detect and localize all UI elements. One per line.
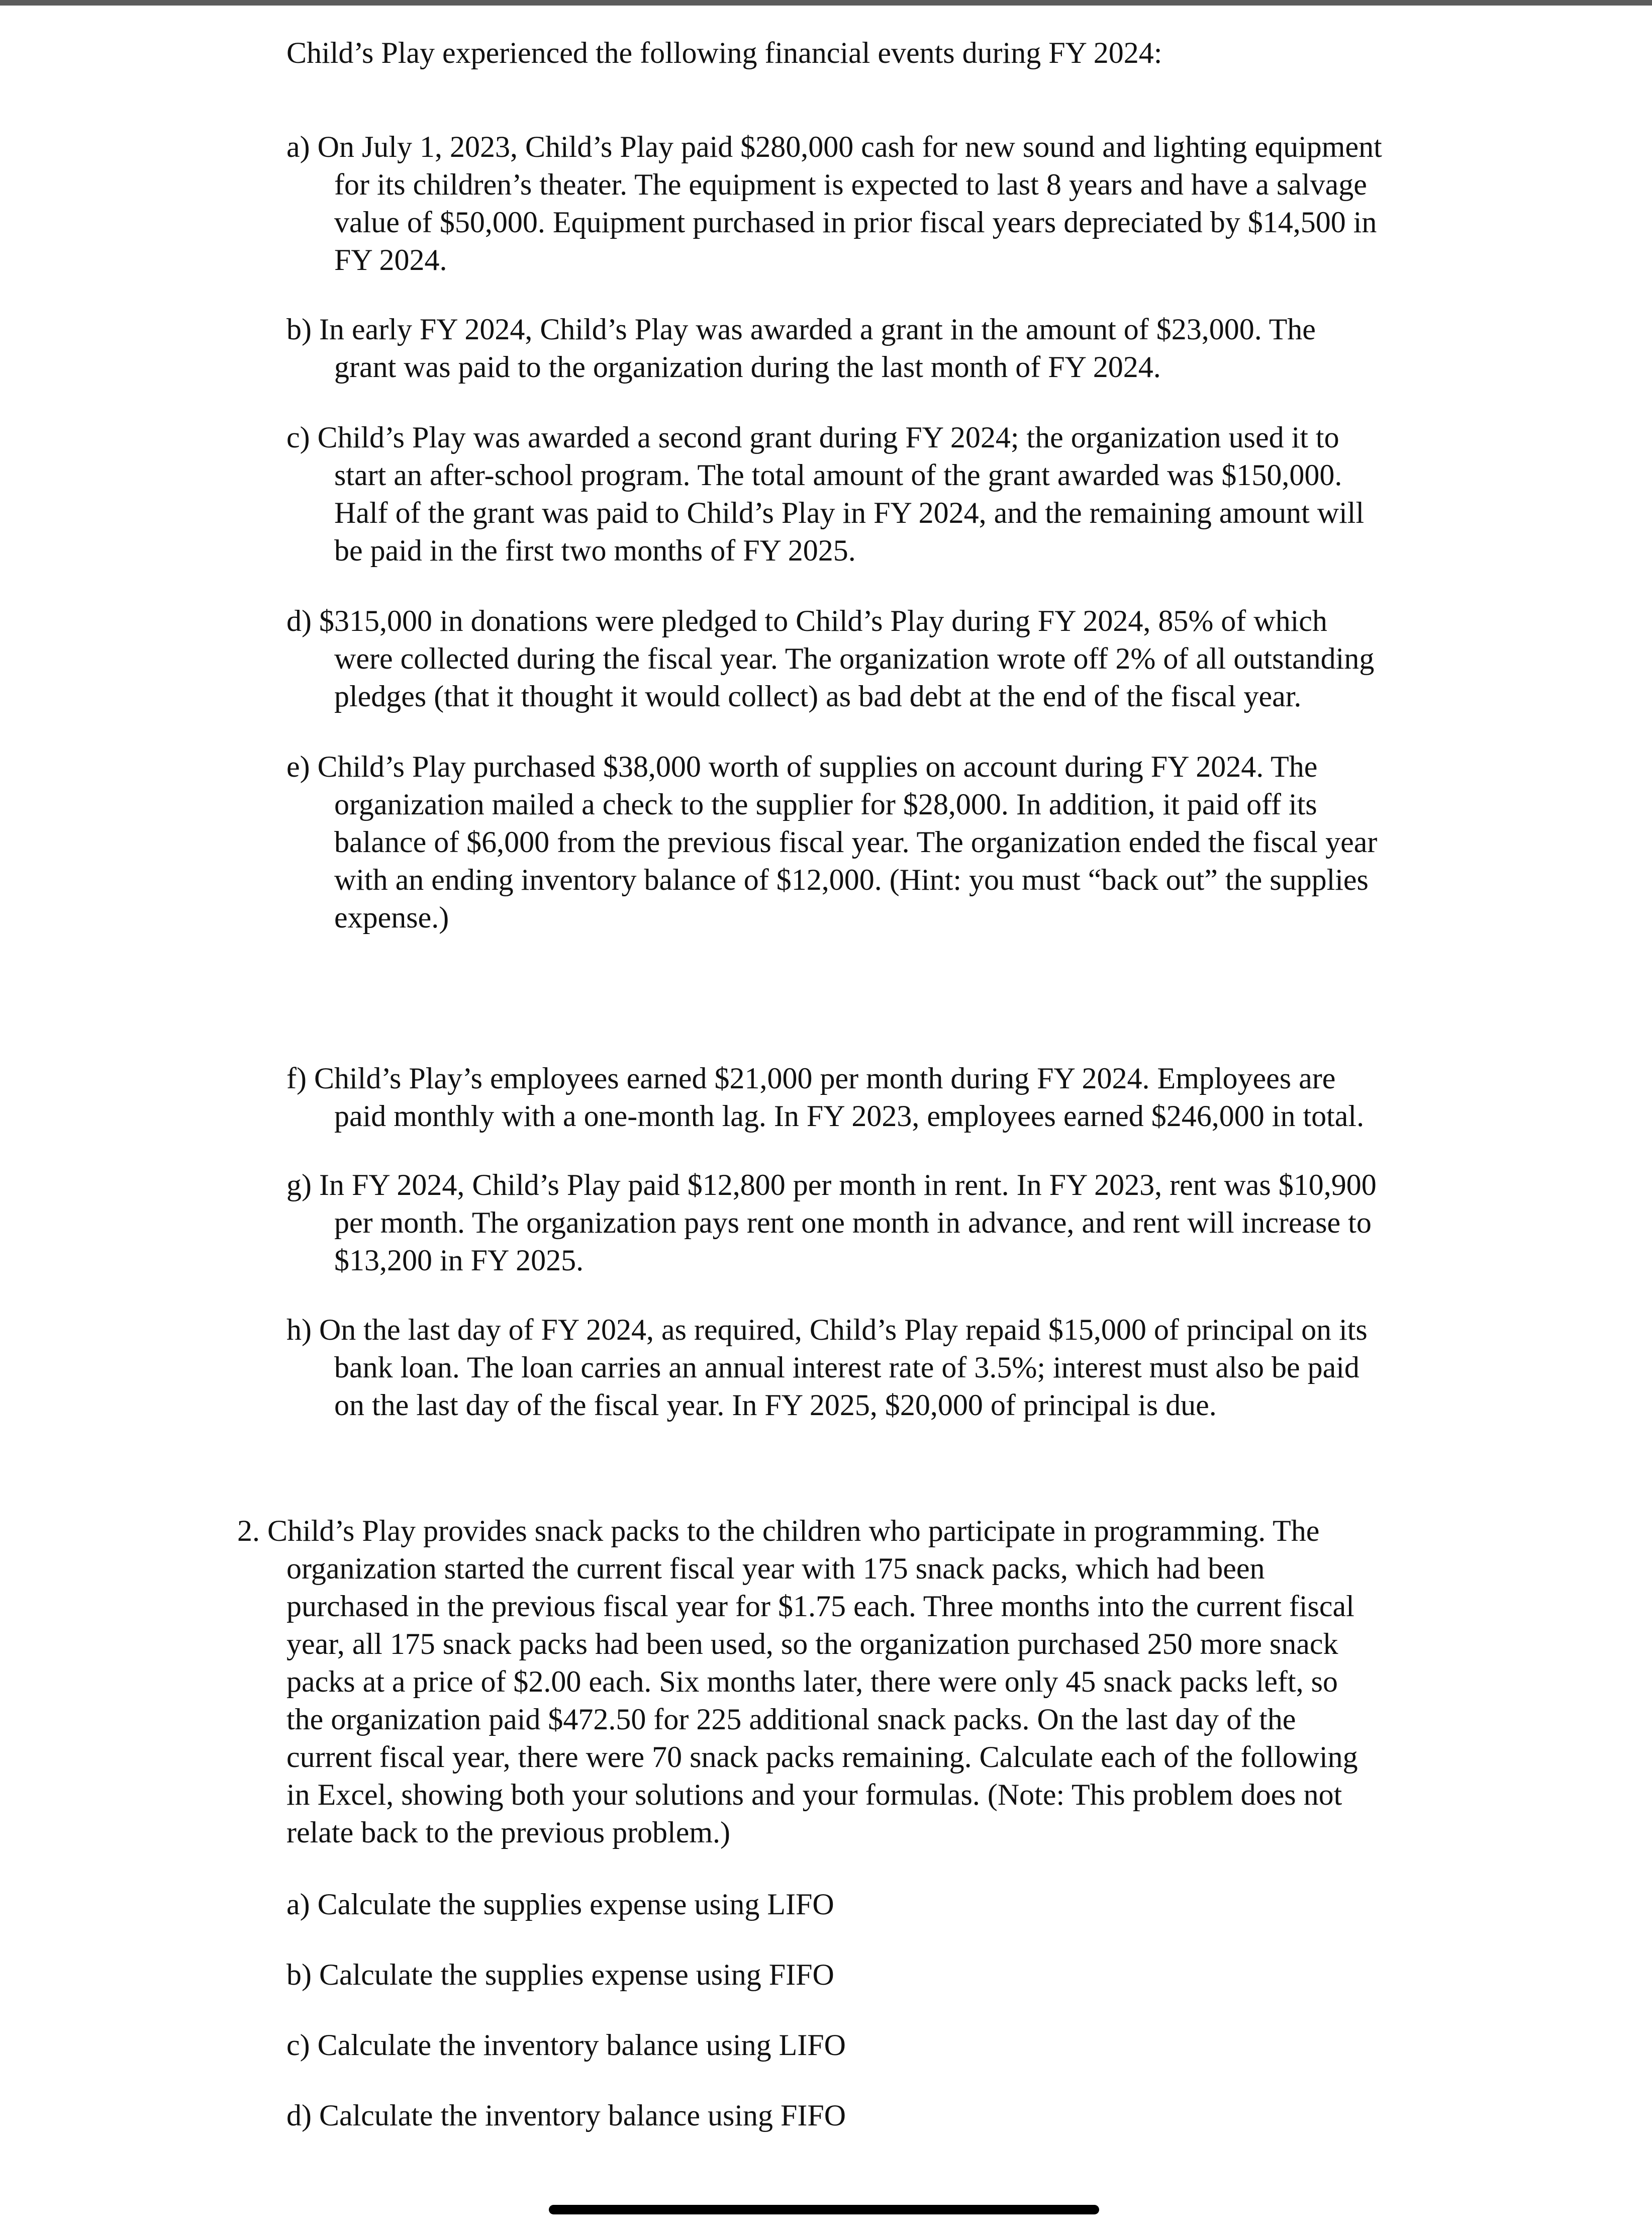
question-2-part-c: c) Calculate the inventory balance using LIFO	[286, 2028, 846, 2062]
event-c: c) Child’s Play was awarded a second grant during FY 2024; the organization used it to start an after-school program. The total amount of the grant awarded was $150,000. Half of the grant was paid to Child’s Play in FY 2024, and the remaining amount will be paid in the first two months of FY 2025.	[286, 421, 1365, 567]
question-2-text: 2. Child’s Play provides snack packs to the children who participate in programming. The organization started the current fiscal year with 175 snack packs, which had been purchased in the previous fiscal year for $1.75 each. Three months into the current fiscal year, all 175 snack packs had been used, so the organization purchased 250 more snack packs at a price of $2.00 each. Six months later, there were only 45 snack packs left, so the organization paid $472.50 for 225 additional snack packs. On the last day of the current fiscal year, there were 70 snack packs remaining. Calculate each of the following in Excel, showing both your solutions and your formulas. (Note: This problem does not relate back to the previous problem.)	[237, 1514, 1358, 1849]
event-g: g) In FY 2024, Child’s Play paid $12,800 per month in rent. In FY 2023, rent was $10,900 per month. The organization pays rent one month in advance, and rent will increase to $13,200 in FY 2025.	[286, 1168, 1377, 1277]
question-2-part-a: a) Calculate the supplies expense using LIFO	[286, 1888, 834, 1921]
event-a: a) On July 1, 2023, Child’s Play paid $280,000 cash for new sound and lighting equipment for its children’s theater. The equipment is expected to last 8 years and have a salvage value of $50,000. Equipment purchased in prior fiscal years depreciated by $14,500 in FY 2024.	[286, 130, 1382, 276]
intro-heading: Child’s Play experienced the following financial events during FY 2024:	[286, 36, 1162, 69]
event-f: f) Child’s Play’s employees earned $21,000 per month during FY 2024. Employees are paid monthly with a one-month lag. In FY 2023, employees earned $246,000 in total.	[286, 1062, 1365, 1133]
event-h: h) On the last day of FY 2024, as required, Child’s Play repaid $15,000 of principal on its bank loan. The loan carries an annual interest rate of 3.5%; interest must also be paid on the last day of the fiscal year. In FY 2025, $20,000 of principal is due.	[286, 1313, 1368, 1422]
event-e: e) Child’s Play purchased $38,000 worth of supplies on account during FY 2024. The organization mailed a check to the supplier for $28,000. In addition, it paid off its balance of $6,000 from the previous fiscal year. The organization ended the fiscal year with an ending inventory balance of $12,000. (Hint: you must “back out” the supplies expense.)	[286, 750, 1378, 934]
event-d: d) $315,000 in donations were pledged to Child’s Play during FY 2024, 85% of which were collected during the fiscal year. The organization wrote off 2% of all outstanding pledges (that it thought it would collect) as bad debt at the end of the fiscal year.	[286, 604, 1375, 713]
event-b: b) In early FY 2024, Child’s Play was awarded a grant in the amount of $23,000. The grant was paid to the organization during the last month of FY 2024.	[286, 313, 1316, 384]
home-indicator-bar[interactable]	[549, 2205, 1099, 2214]
question-2-part-b: b) Calculate the supplies expense using FIFO	[286, 1958, 834, 1991]
question-2-part-d: d) Calculate the inventory balance using FIFO	[286, 2099, 846, 2132]
